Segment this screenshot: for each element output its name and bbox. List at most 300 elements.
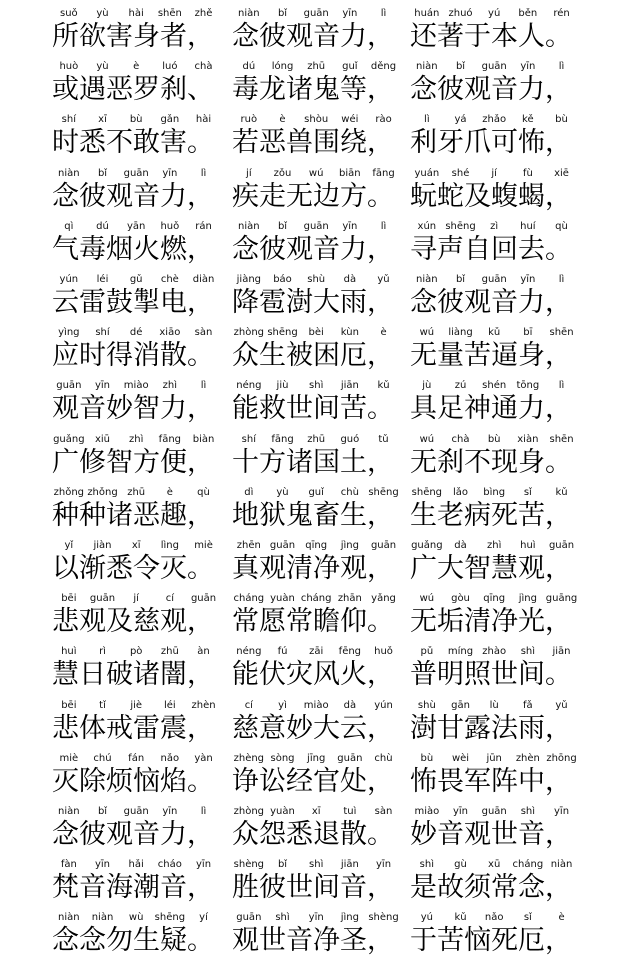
pinyin-syllable: guān: [303, 8, 329, 19]
pinyin-row: [232, 593, 434, 605]
pinyin-syllable: dú: [96, 220, 109, 232]
pinyin-syllable: guān: [481, 274, 507, 285]
pinyin-syllable: è: [133, 61, 140, 73]
pinyin-row: [410, 700, 612, 712]
pinyin-syllable: zǒu: [273, 167, 292, 179]
pinyin-syllable: zhuó: [448, 8, 473, 19]
pinyin-syllable: gǎn: [160, 114, 180, 126]
pinyin-syllable: zhān: [337, 593, 362, 605]
pinyin-syllable: nǎo: [484, 912, 504, 924]
pinyin-syllable: wú: [419, 327, 435, 339]
verse-phrase: [52, 698, 254, 751]
pinyin-syllable: guǎng: [411, 540, 443, 551]
verse-phrase: [232, 432, 434, 485]
pinyin-row: [52, 753, 254, 765]
chinese-phrase: 诤讼经官处，: [232, 765, 394, 797]
verse-phrase: [52, 6, 254, 59]
pinyin-syllable: bù: [555, 114, 568, 126]
verse-phrase: [410, 112, 612, 165]
pinyin-syllable: lì: [380, 220, 387, 232]
pinyin-syllable: yàn: [194, 752, 213, 764]
verse-line: [0, 219, 630, 272]
pinyin-syllable: niàn: [550, 859, 573, 871]
verse-phrase: [410, 910, 612, 963]
pinyin-syllable: yá: [454, 114, 467, 126]
chinese-phrase: 生老病死苦，: [410, 499, 572, 531]
pinyin-syllable: sǐ: [523, 486, 532, 498]
pinyin-syllable: shí: [95, 327, 110, 339]
verse-phrase: [232, 538, 434, 591]
pinyin-syllable: niàn: [91, 912, 114, 924]
pinyin-syllable: kǔ: [454, 912, 467, 924]
pinyin-row: [410, 114, 612, 126]
pinyin-syllable: yīn: [376, 859, 392, 871]
chinese-phrase: 众生被困厄，: [232, 340, 394, 372]
verse-line: [0, 166, 630, 219]
pinyin-syllable: shèng: [233, 859, 265, 871]
pinyin-syllable: niàn: [58, 806, 80, 817]
chinese-phrase: 慧日破诸闇，: [52, 659, 214, 691]
pinyin-syllable: xī: [98, 114, 107, 126]
pinyin-row: [52, 540, 254, 552]
pinyin-row: [52, 61, 254, 73]
pinyin-syllable: wú: [419, 433, 435, 445]
pinyin-syllable: chù: [374, 752, 393, 764]
pinyin-syllable: fāng: [372, 167, 395, 179]
pinyin-syllable: è: [166, 486, 173, 498]
chinese-phrase: 观音妙智力，: [52, 393, 214, 425]
pinyin-syllable: shì: [520, 806, 536, 817]
pinyin-syllable: guǐ: [342, 61, 358, 73]
pinyin-syllable: zhèn: [191, 699, 216, 711]
pinyin-syllable: jìng: [340, 540, 359, 551]
pinyin-syllable: dé: [129, 327, 143, 339]
pinyin-syllable: yí: [199, 912, 208, 924]
pinyin-syllable: yīn: [94, 380, 111, 392]
verse-phrase: [232, 166, 434, 219]
verse-phrase: [410, 378, 612, 431]
pinyin-syllable: lìng: [160, 540, 179, 551]
pinyin-syllable: guān: [269, 540, 296, 551]
verse-line: [0, 910, 630, 963]
chinese-phrase: 气毒烟火燃，: [52, 233, 214, 265]
pinyin-syllable: shēng: [368, 486, 399, 498]
pinyin-syllable: qù: [555, 220, 568, 232]
pinyin-syllable: zhū: [307, 61, 326, 73]
verse-phrase: [52, 166, 254, 219]
pinyin-syllable: fǎ: [523, 699, 533, 711]
pinyin-syllable: guān: [190, 593, 217, 605]
pinyin-syllable: yīn: [554, 806, 570, 817]
pinyin-syllable: jiān: [552, 646, 571, 658]
pinyin-syllable: míng: [447, 646, 474, 658]
verse-phrase: [232, 644, 434, 697]
pinyin-row: [410, 168, 612, 180]
pinyin-syllable: huí: [520, 220, 536, 232]
pinyin-spacer: [578, 327, 612, 339]
pinyin-syllable: dú: [242, 61, 256, 73]
pinyin-syllable: kǔ: [377, 380, 390, 392]
pinyin-syllable: báo: [273, 274, 292, 285]
chinese-phrase: 降雹澍大雨，: [232, 287, 394, 318]
pinyin-row: [52, 487, 254, 499]
pinyin-syllable: shèng: [368, 912, 399, 924]
pinyin-syllable: biàn: [192, 433, 215, 445]
pinyin-syllable: fù: [522, 167, 533, 179]
pinyin-syllable: cháng: [512, 859, 544, 871]
pinyin-syllable: yuàn: [270, 593, 295, 605]
pinyin-row: [410, 593, 612, 605]
chinese-phrase: 寻声自回去。: [410, 233, 572, 265]
pinyin-row: [232, 327, 434, 339]
pinyin-syllable: jiān: [340, 859, 359, 871]
pinyin-syllable: è: [380, 327, 387, 339]
pinyin-syllable: niàn: [416, 61, 438, 73]
verse-phrase: [232, 325, 434, 378]
chinese-phrase: 慈意妙大云，: [232, 712, 394, 744]
verse-line: [0, 112, 630, 165]
pinyin-row: [52, 434, 254, 446]
pinyin-syllable: jìng: [518, 593, 537, 605]
pinyin-syllable: yīn: [94, 859, 111, 871]
pinyin-syllable: xī: [131, 540, 141, 551]
pinyin-syllable: bī: [523, 327, 533, 339]
pinyin-syllable: kě: [522, 114, 534, 126]
pinyin-syllable: yǔ: [555, 699, 568, 711]
pinyin-syllable: jiān: [340, 380, 359, 392]
pinyin-syllable: è: [558, 912, 565, 924]
chinese-phrase: 无刹不现身。: [410, 446, 572, 478]
pinyin-syllable: jù: [422, 380, 432, 392]
pinyin-syllable: jìng: [340, 912, 359, 924]
pinyin-syllable: fú: [277, 646, 288, 658]
pinyin-syllable: xún: [417, 220, 437, 232]
pinyin-syllable: yìng: [58, 327, 80, 339]
pinyin-syllable: fán: [128, 752, 145, 764]
pinyin-syllable: pò: [129, 646, 143, 658]
verse-phrase: [410, 698, 612, 751]
pinyin-syllable: guān: [337, 752, 363, 764]
pinyin-syllable: chà: [194, 61, 213, 73]
pinyin-syllable: guān: [89, 593, 116, 605]
pinyin-syllable: jí: [491, 167, 497, 179]
pinyin-syllable: rì: [99, 646, 106, 658]
pinyin-row: [52, 859, 254, 871]
pinyin-syllable: jiàn: [93, 540, 112, 551]
pinyin-spacer: [578, 168, 612, 180]
pinyin-syllable: bǐ: [455, 61, 466, 73]
pinyin-syllable: miè: [59, 752, 79, 764]
chinese-phrase: 蚖蛇及蝮蝎，: [410, 180, 572, 212]
pinyin-row: [52, 380, 254, 392]
pinyin-syllable: niàn: [416, 274, 438, 285]
pinyin-syllable: cháo: [157, 859, 182, 871]
pinyin-row: [232, 434, 434, 446]
pinyin-syllable: diàn: [192, 274, 215, 285]
verse-phrase: [410, 804, 612, 857]
pinyin-syllable: děng: [370, 61, 397, 73]
pinyin-syllable: shì: [520, 646, 536, 658]
pinyin-syllable: cí: [244, 699, 253, 711]
pinyin-syllable: běn: [518, 8, 538, 19]
pinyin-row: [232, 114, 434, 126]
chinese-phrase: 念彼观音力，: [52, 180, 214, 212]
pinyin-spacer: [578, 593, 612, 605]
chinese-phrase: 或遇恶罗刹、: [52, 74, 214, 106]
pinyin-syllable: tǐ: [99, 699, 106, 711]
pinyin-row: [410, 434, 612, 446]
verse-phrase: [410, 591, 612, 644]
verse-phrase: [232, 591, 434, 644]
verse-phrase: [232, 112, 434, 165]
pinyin-syllable: zhòng: [233, 327, 265, 339]
chinese-phrase: 梵音海潮音，: [52, 872, 214, 904]
pinyin-syllable: fēng: [338, 646, 362, 658]
pinyin-spacer: [578, 380, 612, 392]
verse-line: [0, 698, 630, 751]
pinyin-syllable: pǔ: [420, 646, 434, 658]
pinyin-syllable: wèi: [451, 752, 470, 764]
pinyin-syllable: lù: [489, 699, 499, 711]
pinyin-syllable: bēi: [61, 593, 77, 605]
verse-phrase: [232, 485, 434, 538]
pinyin-syllable: chè: [160, 274, 179, 285]
verse-phrase: [232, 378, 434, 431]
pinyin-syllable: rén: [553, 8, 570, 19]
pinyin-spacer: [578, 61, 612, 73]
pinyin-row: [410, 646, 612, 658]
pinyin-syllable: jīng: [307, 752, 326, 764]
pinyin-row: [410, 540, 612, 552]
pinyin-spacer: [578, 274, 612, 286]
chinese-phrase: 十方诸国土，: [232, 446, 394, 478]
verse-phrase: [52, 910, 254, 963]
pinyin-syllable: yīn: [308, 912, 324, 924]
pinyin-syllable: luó: [162, 61, 178, 73]
verse-phrase: [52, 591, 254, 644]
pinyin-syllable: ruò: [240, 114, 258, 126]
verse-phrase: [410, 538, 612, 591]
chinese-phrase: 澍甘露法雨，: [410, 712, 572, 744]
pinyin-syllable: shé: [451, 167, 470, 179]
pinyin-row: [232, 912, 434, 924]
pinyin-syllable: yǐ: [64, 540, 74, 551]
pinyin-syllable: huì: [520, 540, 536, 551]
pinyin-row: [52, 646, 254, 658]
pinyin-syllable: gān: [451, 699, 470, 711]
pinyin-syllable: yù: [96, 61, 109, 73]
pinyin-syllable: miè: [194, 540, 213, 551]
pinyin-syllable: shì: [419, 859, 434, 871]
pinyin-row: [232, 859, 434, 871]
pinyin-syllable: dì: [244, 486, 254, 498]
pinyin-syllable: shì: [309, 859, 324, 871]
pinyin-syllable: guān: [236, 912, 262, 924]
verse-phrase: [232, 751, 434, 804]
pinyin-syllable: bǐ: [277, 8, 288, 19]
verse-phrase: [410, 59, 612, 112]
verse-phrase: [410, 432, 612, 485]
chinese-phrase: 念彼观音力，: [232, 21, 394, 52]
pinyin-syllable: shēn: [549, 433, 574, 445]
pinyin-spacer: [578, 806, 612, 818]
pinyin-syllable: zhě: [194, 8, 213, 19]
pinyin-spacer: [578, 753, 612, 765]
verse-line: [0, 59, 630, 112]
verse-line: [0, 644, 630, 697]
pinyin-syllable: jiàng: [236, 274, 262, 285]
pinyin-syllable: yún: [374, 699, 393, 711]
verse-phrase: [52, 644, 254, 697]
pinyin-syllable: yān: [126, 220, 146, 232]
pinyin-syllable: dà: [343, 274, 357, 285]
pinyin-syllable: zhì: [128, 433, 144, 445]
chinese-phrase: 无量苦逼身，: [410, 340, 572, 372]
pinyin-syllable: bèi: [308, 327, 324, 339]
pinyin-row: [232, 274, 434, 286]
verse-phrase: [52, 485, 254, 538]
pinyin-syllable: gù: [454, 859, 467, 871]
pinyin-spacer: [578, 114, 612, 126]
pinyin-row: [232, 380, 434, 392]
pinyin-syllable: xiàn: [517, 433, 539, 445]
pinyin-syllable: guāng: [545, 593, 578, 605]
pinyin-syllable: guān: [123, 806, 149, 817]
pinyin-syllable: jiù: [276, 380, 289, 392]
pinyin-syllable: tōng: [516, 380, 540, 392]
pinyin-row: [232, 753, 434, 765]
chinese-phrase: 灭除烦恼焰。: [52, 765, 214, 797]
chinese-phrase: 是故须常念，: [410, 872, 572, 904]
chinese-phrase: 广大智慧观，: [410, 553, 572, 584]
verse-line: [0, 378, 630, 431]
verse-phrase: [410, 325, 612, 378]
pinyin-syllable: lì: [558, 274, 565, 285]
pinyin-syllable: shēng: [154, 912, 186, 924]
pinyin-syllable: niàn: [58, 167, 80, 179]
pinyin-syllable: sǐ: [523, 912, 532, 924]
verse-phrase: [52, 857, 254, 910]
verse-phrase: [52, 325, 254, 378]
verse-line: [0, 538, 630, 591]
pinyin-syllable: yǔ: [377, 274, 390, 285]
chinese-phrase: 广修智方便，: [52, 446, 214, 478]
pinyin-row: [410, 806, 612, 818]
pinyin-syllable: zhèn: [515, 752, 540, 764]
pinyin-row: [232, 168, 434, 180]
pinyin-spacer: [578, 540, 612, 552]
pinyin-syllable: miào: [123, 380, 149, 392]
pinyin-syllable: biān: [339, 167, 361, 179]
verse-phrase: [410, 857, 612, 910]
verse-phrase: [52, 538, 254, 591]
pinyin-syllable: yún: [59, 274, 79, 285]
pinyin-syllable: bǐ: [97, 806, 108, 817]
chinese-phrase: 能救世间苦。: [232, 393, 394, 425]
pinyin-syllable: bǐ: [277, 859, 288, 871]
chinese-phrase: 若恶兽围绕，: [232, 127, 394, 159]
verse-phrase: [232, 804, 434, 857]
pinyin-syllable: chà: [451, 433, 470, 445]
pinyin-row: [410, 274, 612, 286]
pinyin-syllable: yù: [276, 486, 289, 498]
pinyin-row: [410, 380, 612, 392]
pinyin-row: [232, 221, 434, 233]
verse-line: [0, 6, 630, 59]
pinyin-spacer: [578, 646, 612, 658]
pinyin-syllable: bù: [487, 433, 501, 445]
pinyin-syllable: hài: [195, 114, 212, 126]
pinyin-syllable: fāng: [158, 433, 182, 445]
verse-line: [0, 432, 630, 485]
pinyin-syllable: lì: [380, 8, 387, 19]
pinyin-syllable: bǐ: [97, 167, 108, 179]
pinyin-syllable: guān: [481, 61, 507, 73]
chinese-phrase: 怖畏军阵中，: [410, 765, 572, 797]
pinyin-syllable: zhōng: [546, 752, 577, 764]
pinyin-row: [232, 540, 434, 552]
pinyin-syllable: chú: [93, 752, 112, 764]
verse-phrase: [410, 219, 612, 272]
pinyin-syllable: zāi: [309, 646, 324, 658]
chinese-phrase: 以渐悉令灭。: [52, 553, 214, 584]
verse-line: [0, 857, 630, 910]
pinyin-syllable: shù: [307, 274, 326, 285]
chinese-phrase: 观世音净圣，: [232, 925, 394, 957]
pinyin-syllable: jí: [246, 167, 252, 179]
pinyin-spacer: [578, 434, 612, 446]
verse-phrase: [232, 219, 434, 272]
pinyin-syllable: tuì: [343, 806, 357, 817]
pinyin-syllable: zhì: [486, 540, 502, 551]
chinese-phrase: 胜彼世间音，: [232, 872, 394, 904]
pinyin-spacer: [578, 700, 612, 712]
pinyin-syllable: yīn: [342, 220, 358, 232]
pinyin-syllable: shén: [482, 380, 507, 392]
chinese-phrase: 众怨悉退散。: [232, 819, 394, 850]
verse-phrase: [52, 751, 254, 804]
pinyin-row: [52, 221, 254, 233]
pinyin-syllable: cháng: [233, 593, 265, 605]
chinese-phrase: 所欲害身者，: [52, 21, 214, 52]
verse-phrase: [410, 751, 612, 804]
verse-phrase: [52, 272, 254, 325]
pinyin-syllable: yuán: [414, 167, 440, 179]
pinyin-syllable: zhǎo: [482, 114, 507, 126]
verse-phrase: [410, 272, 612, 325]
pinyin-syllable: chù: [340, 486, 359, 498]
pinyin-syllable: yú: [488, 8, 501, 19]
pinyin-syllable: liàng: [448, 327, 473, 339]
pinyin-syllable: yīn: [520, 274, 536, 285]
pinyin-syllable: néng: [236, 646, 262, 658]
pinyin-syllable: kùn: [340, 327, 359, 339]
pinyin-spacer: [578, 912, 612, 924]
pinyin-syllable: nǎo: [160, 752, 180, 764]
pinyin-syllable: yīn: [196, 859, 212, 871]
verse-line: [0, 751, 630, 804]
pinyin-row: [52, 114, 254, 126]
verse-phrase: [410, 644, 612, 697]
pinyin-syllable: tǔ: [378, 433, 389, 445]
pinyin-syllable: zú: [454, 380, 467, 392]
pinyin-syllable: zhēn: [236, 540, 261, 551]
pinyin-syllable: lì: [558, 380, 565, 392]
pinyin-syllable: yīn: [452, 806, 469, 817]
chinese-phrase: 能伏灾风火，: [232, 659, 394, 691]
pinyin-syllable: yīn: [520, 61, 536, 73]
pinyin-row: [232, 646, 434, 658]
